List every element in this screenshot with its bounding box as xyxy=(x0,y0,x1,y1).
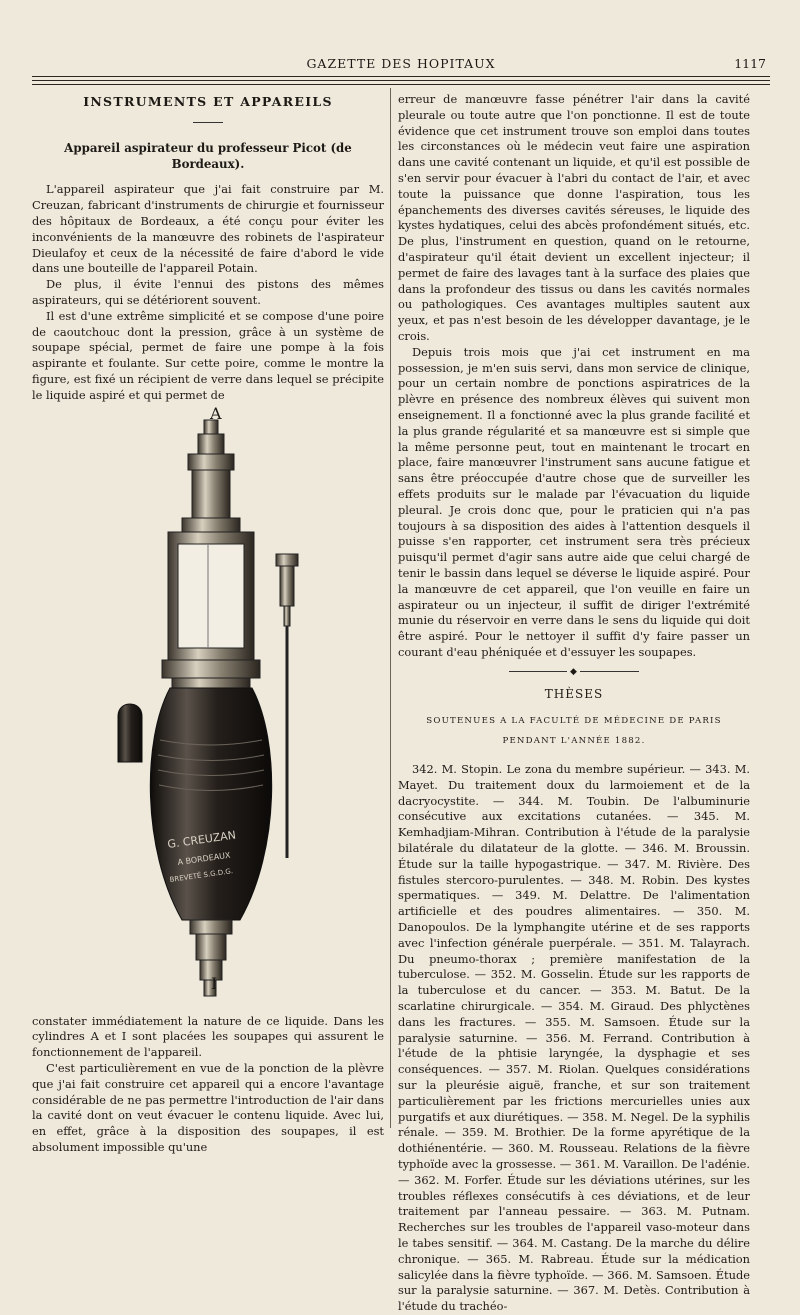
ornament-separator: ◆ xyxy=(509,671,639,673)
left-column xyxy=(32,94,384,1156)
right-column xyxy=(398,92,750,1315)
section-rule xyxy=(193,122,223,123)
header-rule xyxy=(32,80,770,81)
paragraph: Il est d'une extrême simplicité et se compose d'une poire de caoutchouc dont la pression, grâce à un système de soupape spécial, permet de faire une pompe à la fois aspirante et foulante. Sur cette poire, comme le montre la figure, est fixé un récipient de verre dans lequel se précipite le liquide aspiré et qui permet de xyxy=(32,308,384,402)
theses-title: THÈSES xyxy=(544,686,604,701)
paragraph: erreur de manœuvre fasse pénétrer l'air dans la cavité pleurale ou toute autre que l'on ponctionne. Il est de toute évidence que cet instrument trouve son emploi dans toutes les circonstances où le médecin veut faire une aspiration dans une cavité contenant un liquide, et qu'il est possible de s'en servir pour évacuer à l'abri du contact de l'air, et avec toute la puissance que donne l'aspiration, tous les épanchements des diverses cavités séreuses, le liquide des kystes hydatiques, celui des abcès profondément situés, etc. De plus, l'instrument en question, quand on le retourne, d'aspirateur qu'il était devient un excellent injecteur; il permet de faire des lavages tant à la surface des plaies que dans la profondeur des tissus ou dans les cavités normales ou pathologiques. Ces avantages multiples sautent aux yeux, et pas n'est besoin de les développer davantage, je le crois. xyxy=(398,92,750,343)
figure-label-a: A xyxy=(210,403,222,423)
page-number: 1117 xyxy=(734,56,766,71)
journal-title: GAZETTE DES HOPITAUX xyxy=(306,56,496,71)
theses-year: PENDANT L'ANNÉE 1882. xyxy=(502,736,646,747)
header-rule xyxy=(32,76,770,77)
paragraph: L'appareil aspirateur que j'ai fait construire par M. Creuzan, fabricant d'instruments de chirurgie et fournisseur des hôpitaux de Bordeaux, a été conçu pour éviter les inconvénients de la manœuvre des robinets de l'aspirateur Dieulafoy et ceux de la nécessité de faire d'abord le vide dans une bouteille de l'appareil Potain. xyxy=(32,182,384,276)
header-rule xyxy=(32,84,770,85)
aspirator-engraving xyxy=(32,410,384,1006)
article-title: Appareil aspirateur du professeur Picot (de Bordeaux). xyxy=(64,140,352,171)
section-title: INSTRUMENTS ET APPAREILS xyxy=(83,94,333,109)
page-header xyxy=(32,56,770,74)
paragraph: constater immédiatement la nature de ce liquide. Dans les cylindres A et I sont placées les soupapes qui assurent le fonctionnement de l'appareil. xyxy=(32,1013,384,1060)
column-divider xyxy=(390,88,391,1128)
engraving-city: A BORDEAUX xyxy=(177,850,232,867)
engraving-maker: G. CREUZAN xyxy=(166,828,237,851)
theses-list: 342. M. Stopin. Le zona du membre supérieur. — 343. M. Mayet. Du traitement doux du larmoiement et de la dacryocystite. — 344. M. Toubin. De l'albuminurie consécutive aux excitations cutanées. — 345. M. Kemhadjiam-Mihran. Contribution à l'étude de la paralysie bilatérale du dilatateur de la glotte. — 346. M. Broussin. Étude sur la taille hypogastrique. — 347. M. Rivière. Des fistules stercoro-purulentes. — 348. M. Robin. Des kystes spermatiques. — 349. M. Delattre. De l'alimentation artificielle et des poudres alimentaires. — 350. M. Danopoulos. De la lymphangite utérine et de ses rapports avec l'infection générale puerpérale. — 351. M. Talayrach. Du pneumo-thorax ; première manifestation de la tuberculose. — 352. M. Gosselin. Étude sur les rapports de la tuberculose et du cancer. — 353. M. Batut. De la scarlatine chirurgicale. — 354. M. Giraud. Des phlyctènes dans les fractures. — 355. M. Samsoen. Étude sur la paralysie saturnine. — 356. M. Ferrand. Contribution à l'étude de la phtisie laryngée, la dysphagie et ses conséquences. — 357. M. Riolan. Quelques considérations sur la pleurésie aiguë, franche, et sur son traitement particulièrement par les frictions mercurielles unies aux purgatifs et aux diurétiques. — 358. M. Negel. De la syphilis rénale. — 359. M. Brothier. De la forme apyrétique de la dothiénentérie. — 360. M. Rousseau. Relations de la fièvre typhoïde avec la grossesse. — 361. M. Varaillon. De l'adénie. — 362. M. Forfer. Étude sur les déviations utérines, sur les troubles réflexes consécutifs à ces déviations, et de leur traitement par l'anneau pessaire. — 363. M. Putnam. Recherches sur les troubles de l'appareil vaso-moteur dans le tabes sensitif. — 364. M. Castang. De la marche du délire chronique. — 365. M. Rabreau. Étude sur la médication salicylée dans la fièvre typhoïde. — 366. M. Samsoen. Étude sur la paralysie saturnine. — 367. M. Detès. Contribution à l'étude du trachéo- xyxy=(398,762,750,1314)
engraving-patent: BREVETÉ S.G.D.G. xyxy=(169,866,234,884)
figure-label-i: I xyxy=(211,973,218,993)
aspirator-figure xyxy=(32,403,384,1006)
theses-subtitle: SOUTENUES A LA FACULTÉ DE MÉDECINE DE PARIS xyxy=(426,716,722,727)
paragraph: Depuis trois mois que j'ai cet instrument en ma possession, je m'en suis servi, dans mon service de clinique, pour un certain nombre de ponctions aspiratrices de la plèvre en présence des nombreux élèves qui suivent mon enseignement. Il a fonctionné avec la plus grande facilité et la plus grande régularité et sa manœuvre est si simple que la même personne peut, tout en maintenant le trocart en place, faire manœuvrer l'instrument sans aucune fatigue et sans être préoccupée d'autre chose que de surveiller les effets produits sur le malade par l'évacuation du liquide pleural. Je crois donc que, pour le praticien qui n'a pas toujours à sa disposition des aides à l'attention desquels il puisse s'en rapporter, cet instrument sera très précieux puisqu'il permet d'agir sans autre aide que celui chargé de tenir le bassin dans lequel se déverse le liquide aspiré. Pour la manœuvre de cet appareil, que l'on veuille en faire un aspirateur ou un injecteur, il suffit de diriger l'extrémité munie du réservoir en verre dans le sens du liquide qui doit être aspiré. Pour le nettoyer il suffit d'y faire passer un courant d'eau phéniquée et d'essuyer les soupapes. xyxy=(398,344,750,659)
paragraph: C'est particulièrement en vue de la ponction de la plèvre que j'ai fait construire cet appareil qui a encore l'avantage considérable de ne pas permettre l'introduction de l'air dans la cavité dont on veut évacuer le contenu liquide. Avec lui, en effet, grâce à la disposition des soupapes, il est absolument impossible qu'une xyxy=(32,1060,384,1154)
paragraph: De plus, il évite l'ennui des pistons des mêmes aspirateurs, qui se détériorent souvent. xyxy=(32,277,384,307)
